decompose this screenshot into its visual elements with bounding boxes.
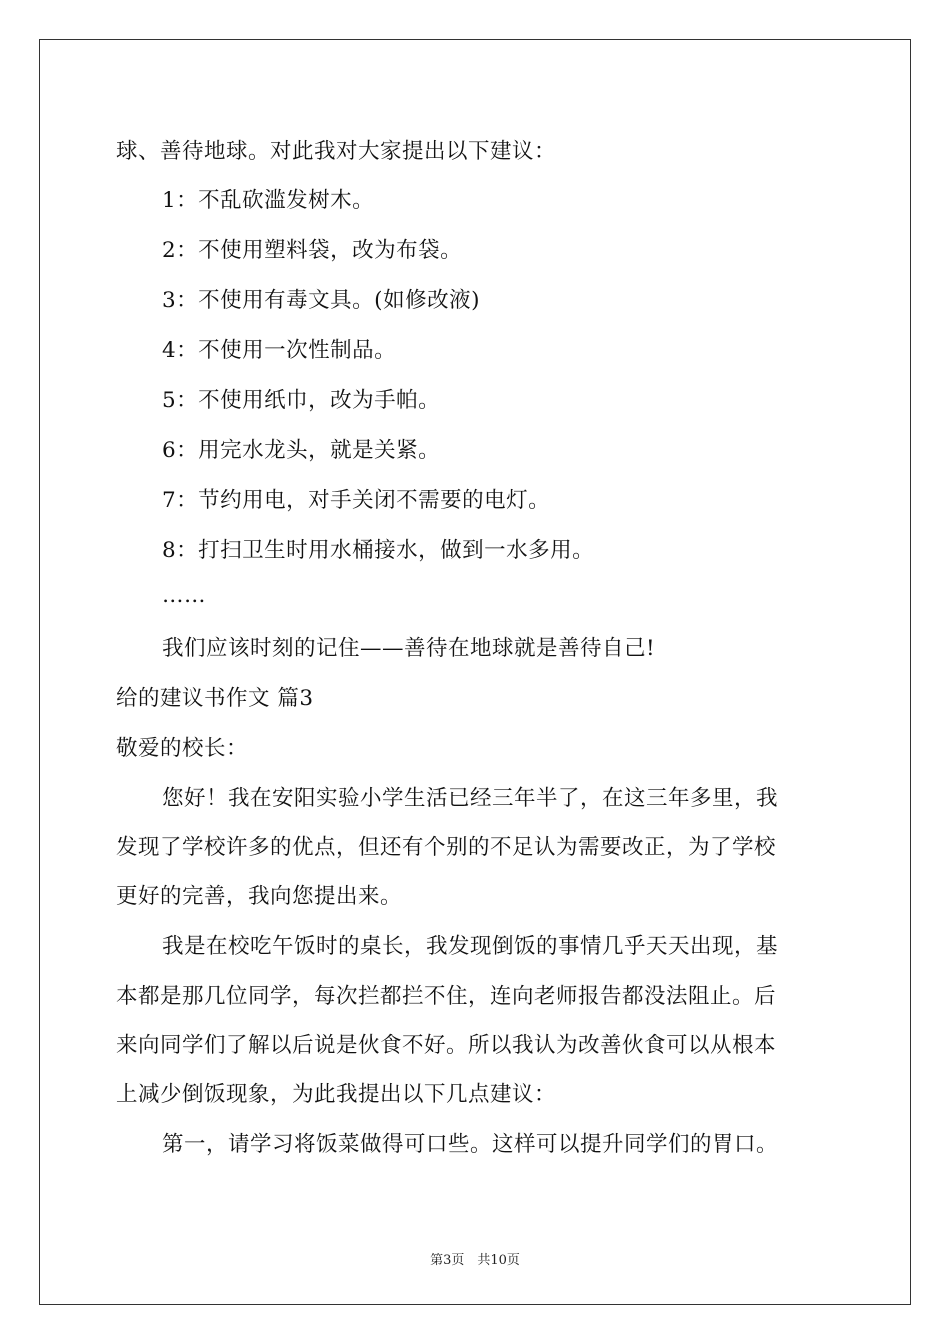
list-item: 2：不使用塑料袋，改为布袋。 [162, 238, 463, 263]
text-line: 本都是那几位同学，每次拦都拦不住，连向老师报告都没法阻止。后 [116, 984, 777, 1009]
text-line: 上减少倒饭现象，为此我提出以下几点建议： [116, 1082, 557, 1107]
list-item: 8：打扫卫生时用水桶接水，做到一水多用。 [162, 538, 595, 563]
list-item: 4：不使用一次性制品。 [162, 338, 397, 363]
text-line: 我们应该时刻的记住——善待在地球就是善待自己! [162, 636, 656, 661]
text-line: 发现了学校许多的优点，但还有个别的不足认为需要改正，为了学校 [116, 835, 777, 860]
list-item: 1：不乱砍滥发树木。 [162, 188, 375, 213]
page-number: 第3页 共10页 [430, 1253, 520, 1268]
text-line: 来向同学们了解以后说是伙食不好。所以我认为改善伙食可以从根本 [116, 1033, 777, 1058]
list-item: 6：用完水龙头，就是关紧。 [162, 438, 441, 463]
section-heading: 给的建议书作文 篇3 [116, 686, 314, 711]
salutation: 敬爱的校长： [116, 736, 249, 761]
text-line: 球、善待地球。对此我对大家提出以下建议： [116, 139, 557, 164]
list-item: 3：不使用有毒文具。(如修改液) [162, 288, 480, 313]
ellipsis: …… [162, 583, 206, 608]
page-border [39, 39, 911, 1305]
list-item: 5：不使用纸巾，改为手帕。 [162, 388, 441, 413]
list-item: 7：节约用电，对手关闭不需要的电灯。 [162, 488, 551, 513]
text-line: 我是在校吃午饭时的桌长，我发现倒饭的事情几乎天天出现，基 [162, 934, 779, 959]
text-line: 更好的完善，我向您提出来。 [116, 884, 403, 909]
text-line: 您好！我在安阳实验小学生活已经三年半了，在这三年多里，我 [162, 786, 779, 811]
text-line: 第一，请学习将饭菜做得可口些。这样可以提升同学们的胃口。 [162, 1132, 779, 1157]
